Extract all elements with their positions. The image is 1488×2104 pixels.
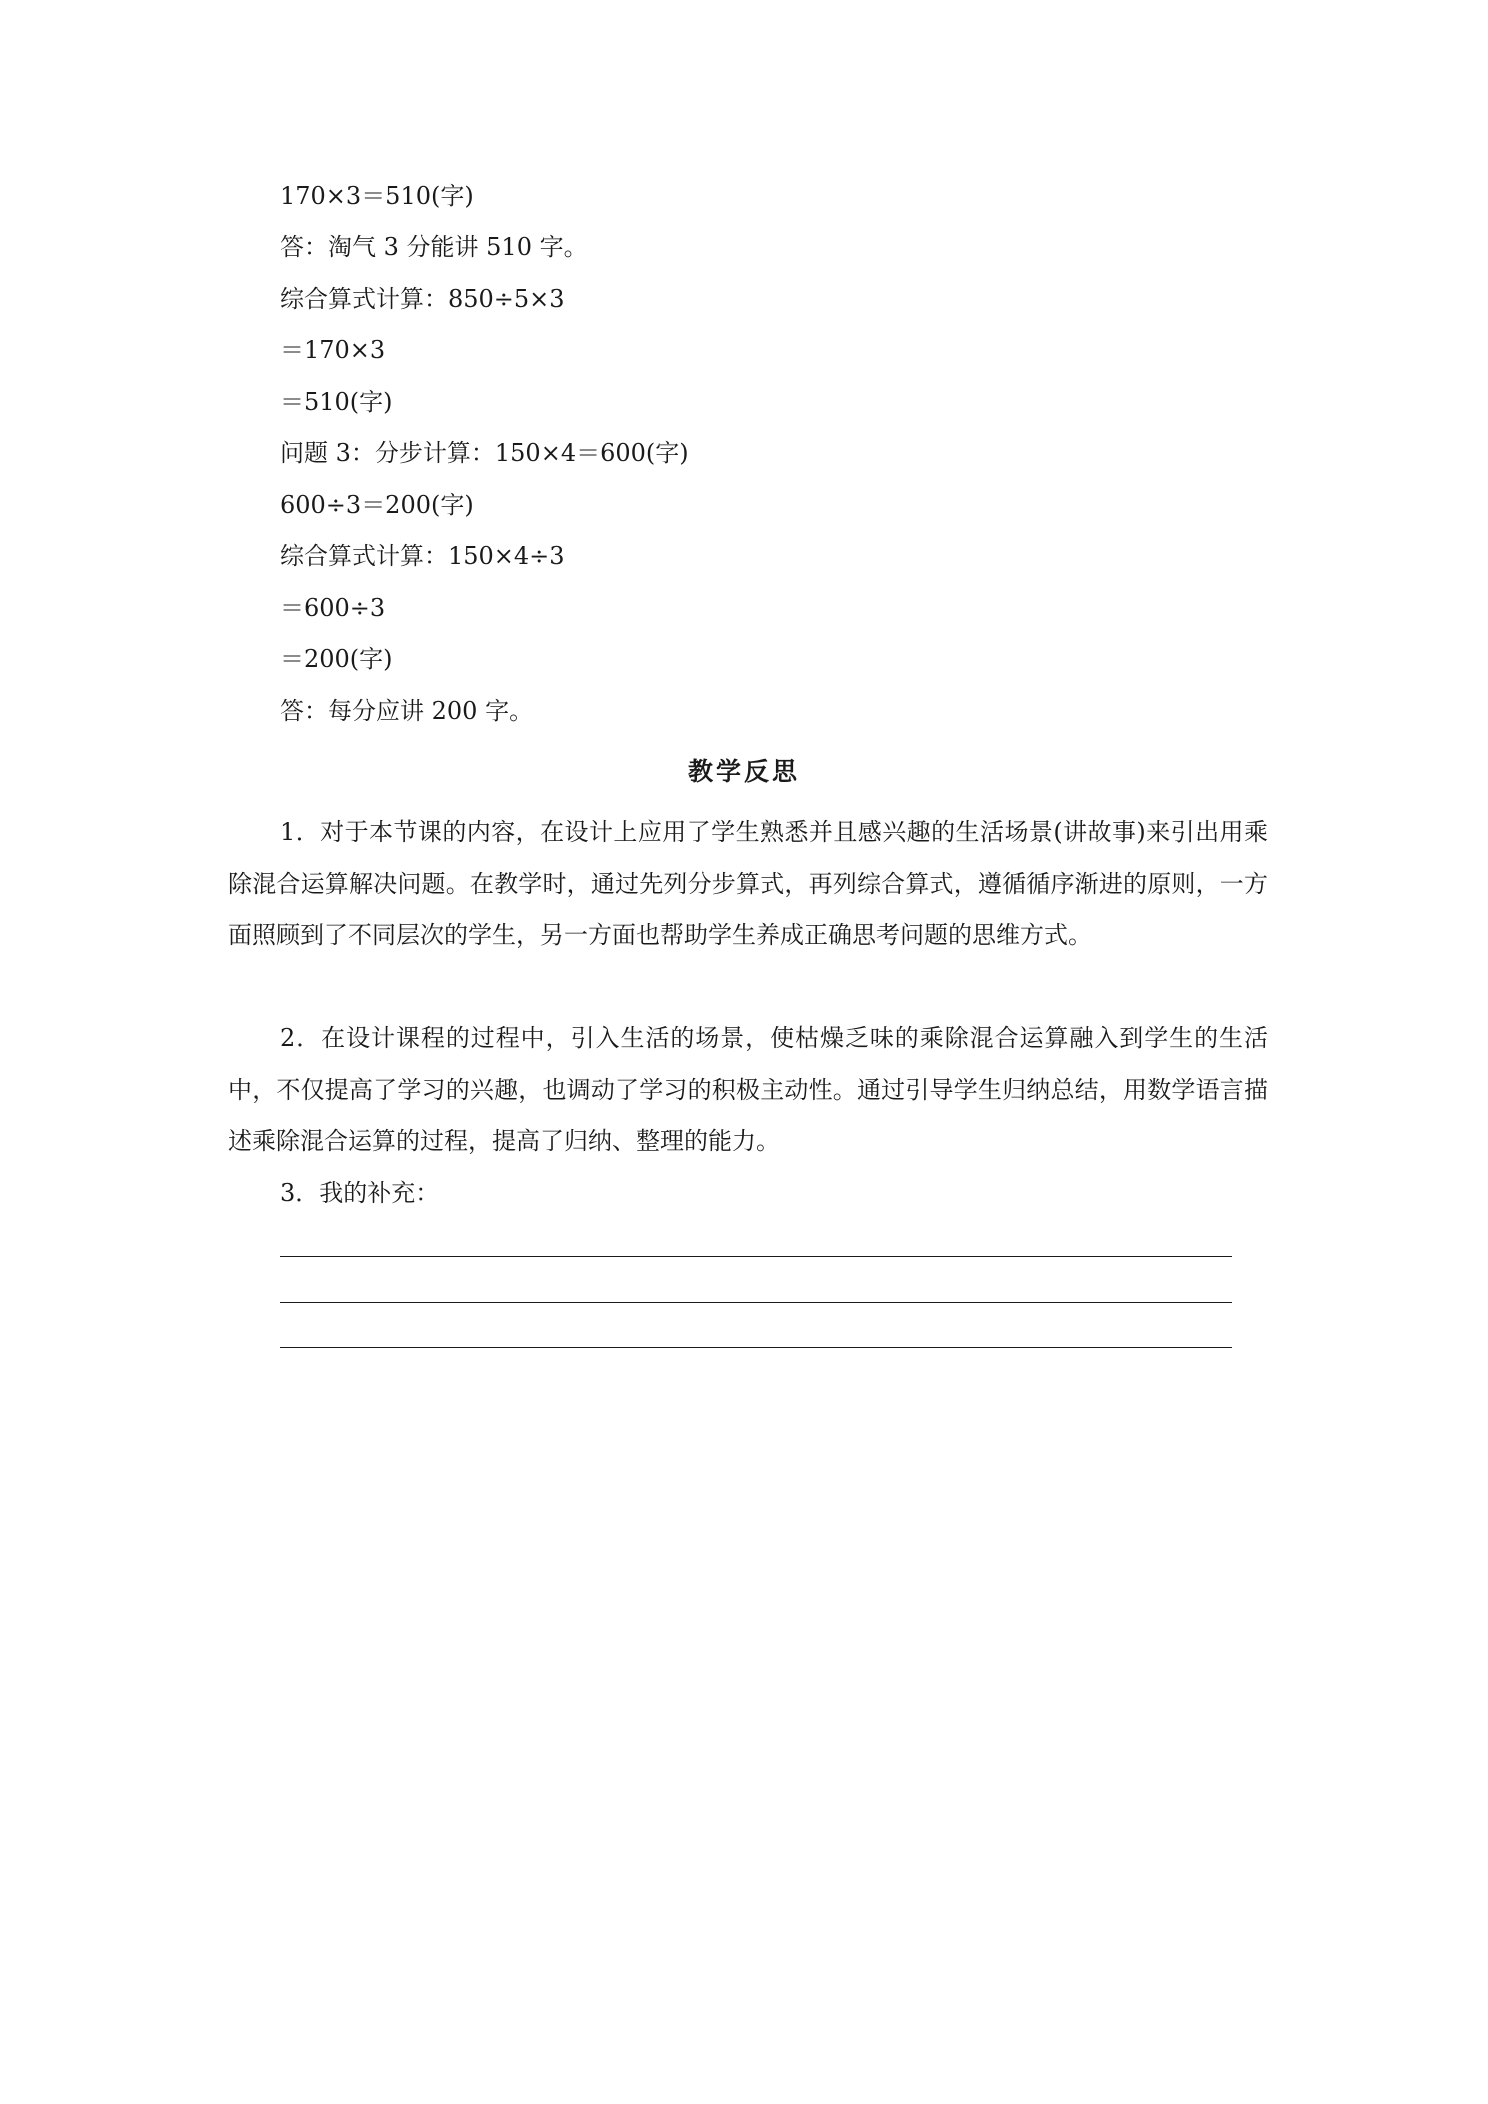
calc-line: 综合算式计算：150×4÷3	[280, 542, 565, 570]
calc-line: ＝510(字)	[280, 388, 393, 416]
section-title: 教学反思	[687, 757, 800, 786]
calc-line: 综合算式计算：850÷5×3	[280, 285, 565, 313]
answer-line: 答：每分应讲 200 字。	[280, 697, 534, 725]
blank-answer-line	[280, 1256, 1232, 1257]
reflection-paragraph-3: 3．我的补充：	[280, 1179, 440, 1207]
answer-line: 答：淘气 3 分能讲 510 字。	[280, 233, 588, 261]
calc-line: 600÷3＝200(字)	[280, 491, 474, 519]
calc-line: 170×3＝510(字)	[280, 182, 474, 210]
calc-line: ＝170×3	[280, 336, 386, 364]
blank-answer-line	[280, 1347, 1232, 1348]
calc-line: ＝200(字)	[280, 645, 393, 673]
blank-answer-line	[280, 1302, 1232, 1303]
reflection-paragraph-1: 1．对于本节课的内容，在设计上应用了学生熟悉并且感兴趣的生活场景(讲故事)来引出用乘除混合运算解决问题。在教学时，通过先列分步算式，再列综合算式，遵循循序渐进的原则，一方面照顾到了不同层次的学生，另一方面也帮助学生养成正确思考问题的思维方式。	[228, 818, 1268, 949]
reflection-paragraph-2: 2．在设计课程的过程中，引入生活的场景，使枯燥乏味的乘除混合运算融入到学生的生活中，不仅提高了学习的兴趣，也调动了学习的积极主动性。通过引导学生归纳总结，用数学语言描述乘除混合运算的过程，提高了归纳、整理的能力。	[228, 1024, 1268, 1155]
calc-line: ＝600÷3	[280, 594, 386, 622]
question-line: 问题 3：分步计算：150×4＝600(字)	[280, 439, 689, 467]
